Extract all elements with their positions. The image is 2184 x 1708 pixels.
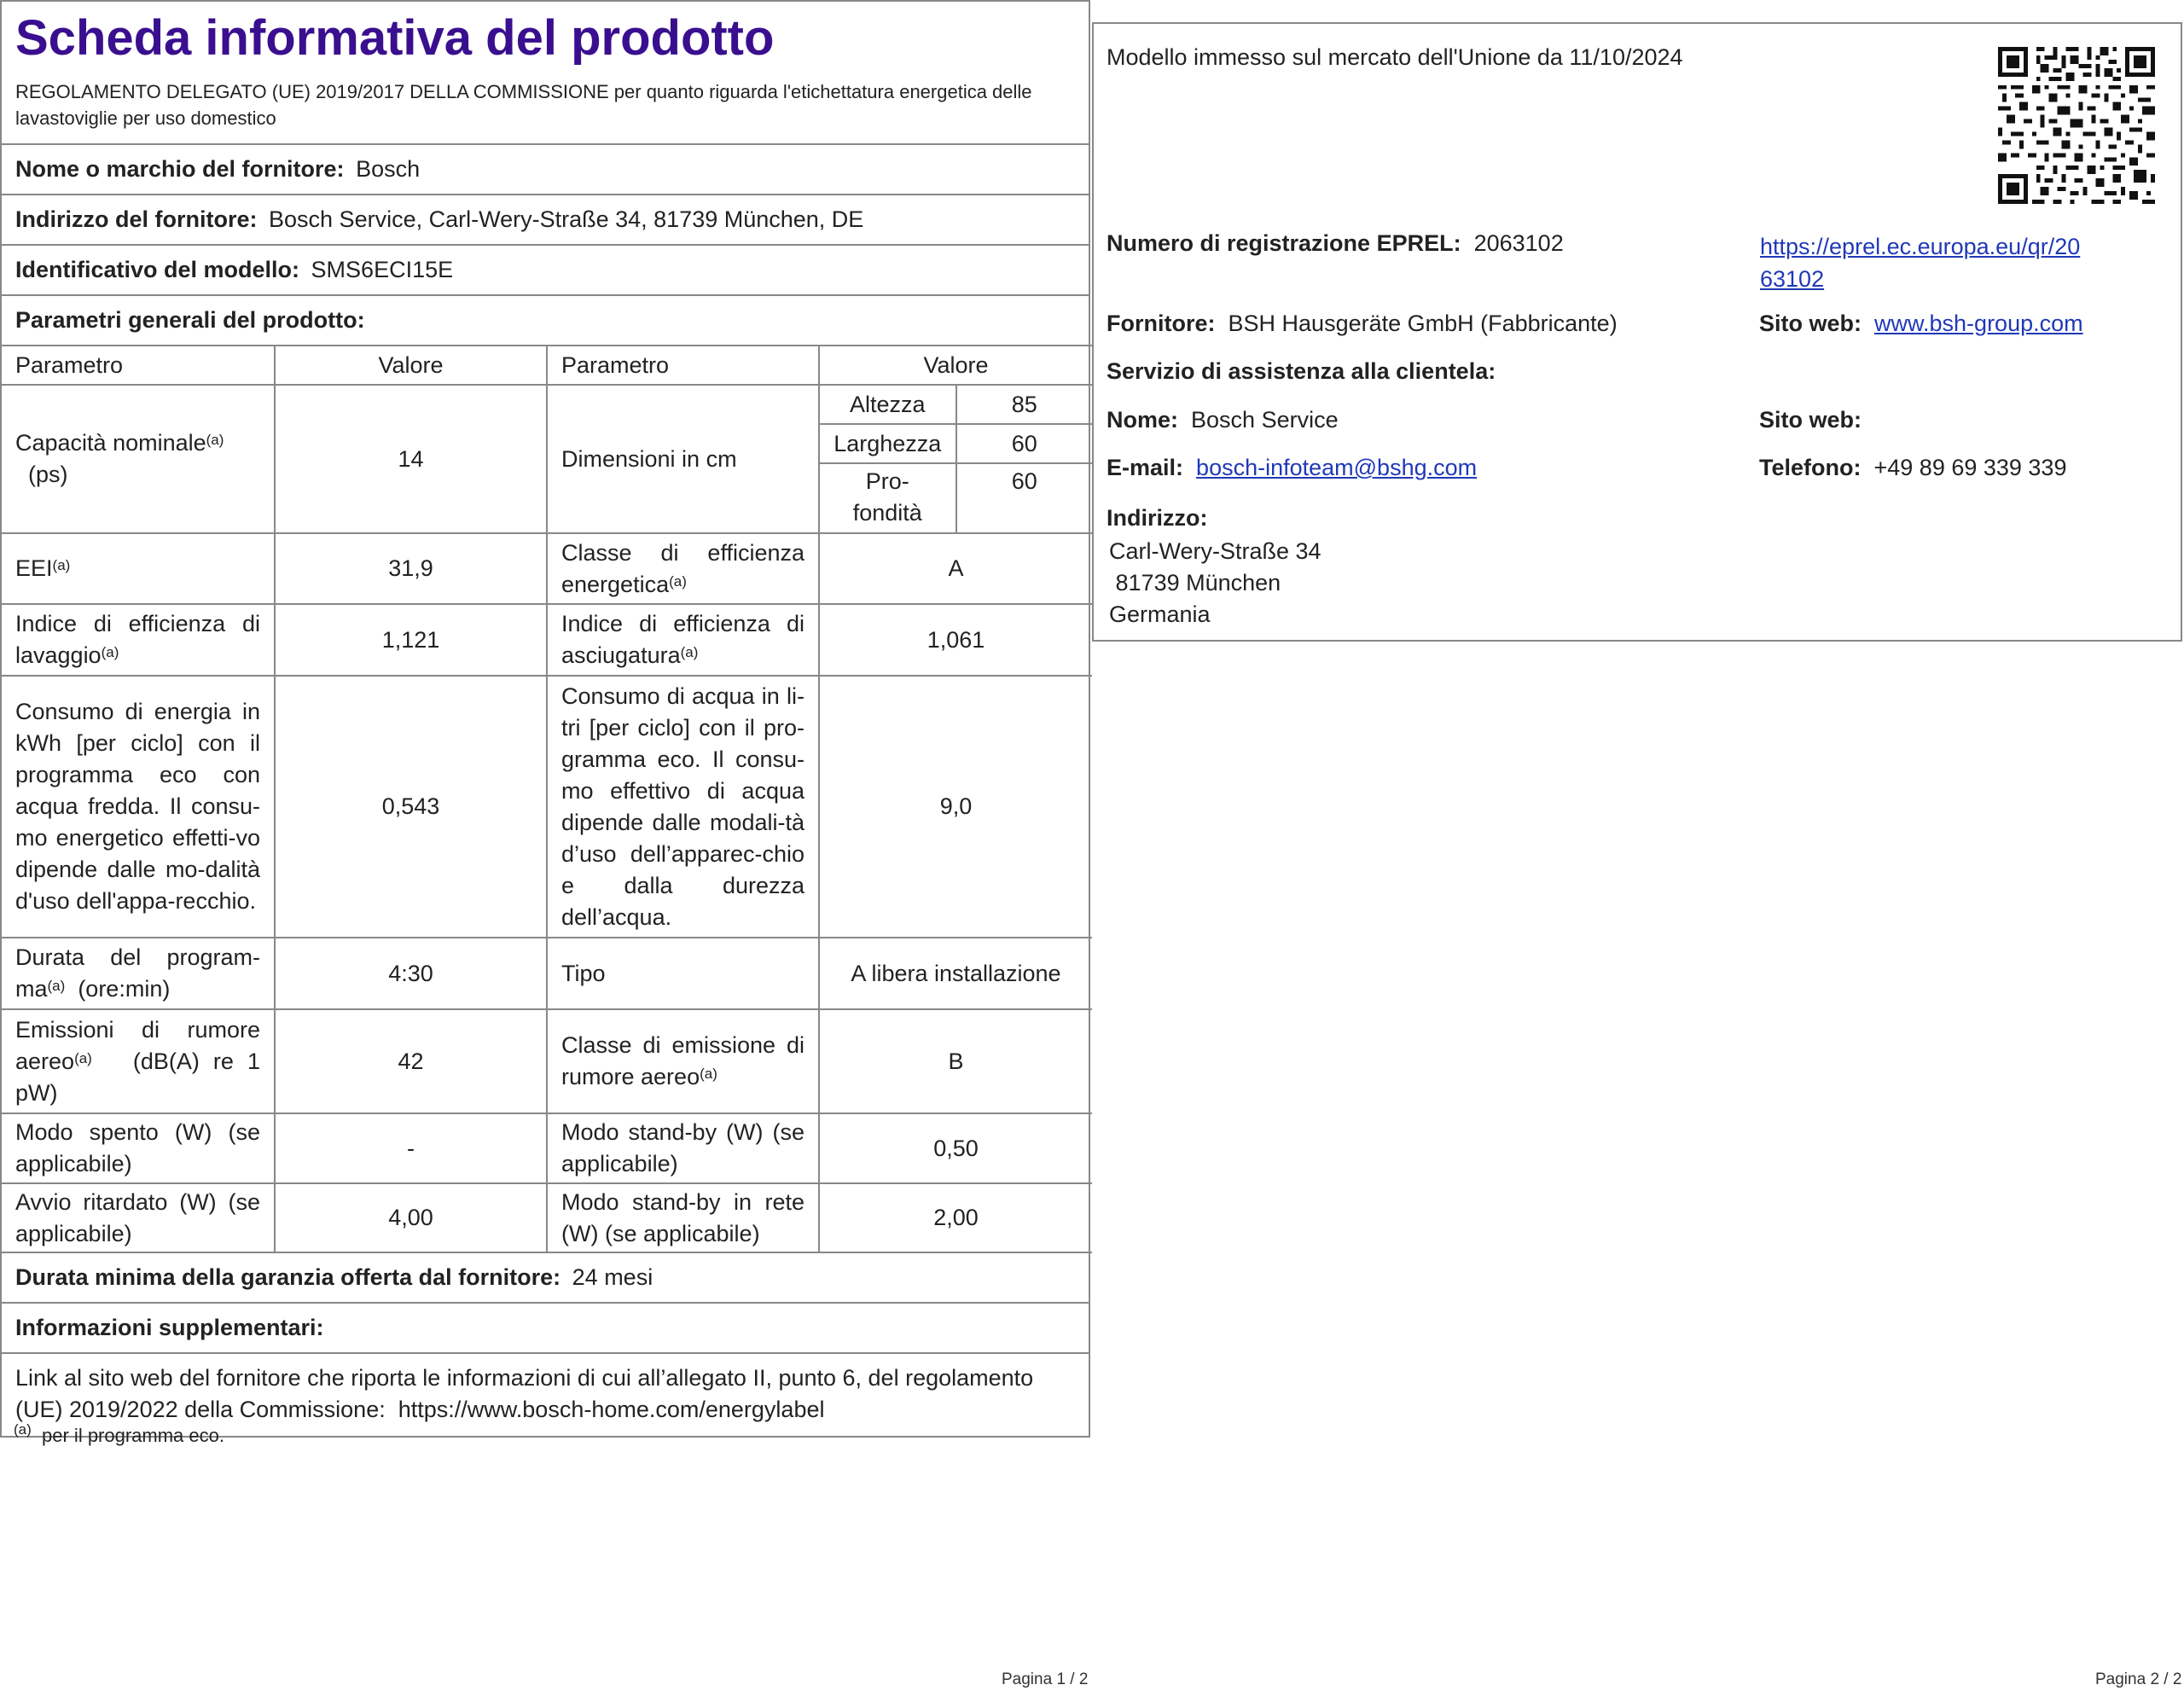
supplier-address-row: [2, 195, 1089, 246]
noise-value: 42: [275, 1009, 547, 1113]
dim-depth-label: Pro- fondità: [820, 463, 956, 532]
eprel-url-link-line2[interactable]: 63102: [1760, 266, 1825, 292]
dim-width-label: Larghezza: [820, 424, 956, 463]
footnote-marker: (a): [52, 557, 71, 573]
address-line2: 81739 München: [1115, 570, 1281, 595]
footnote: [14, 1421, 224, 1447]
water-consumption-value: 9,0: [819, 676, 1092, 938]
phone-row: [1759, 455, 2066, 481]
energy-class-value: A: [819, 533, 1092, 604]
header-value-1: Valore: [275, 346, 547, 385]
name-row: [1107, 407, 1339, 433]
header-parameter-1: Parametro: [2, 346, 275, 385]
supplier-address-value: Bosch Service, Carl-Wery-Straße 34, 81739 München, DE: [269, 206, 864, 232]
supplier-value: BSH Hausgeräte GmbH (Fabbricante): [1228, 311, 1618, 336]
website-row: [1759, 311, 2083, 337]
noise-label: Emissioni di rumore aereo: [15, 1016, 260, 1074]
footnote-marker: (a): [680, 644, 699, 660]
noise-class-label-cell: [547, 1009, 819, 1113]
dimensions-label: Dimensioni in cm: [547, 385, 819, 533]
table-row: [2, 385, 1092, 533]
duration-label-cell: [2, 938, 275, 1009]
noise-class-value: B: [819, 1009, 1092, 1113]
water-consumption-label: Consumo di acqua in li-tri [per ciclo] con il pro-gramma eco. Il consu-mo effettivo di acqua dipende dalle modali-tà d’uso dell’apparec-chio e dalla durezza dell’acqua.: [547, 676, 819, 938]
warranty-value: 24 mesi: [572, 1264, 653, 1290]
eei-label: EEI: [15, 555, 53, 581]
footnote-marker: (a): [669, 572, 687, 590]
eprel-number: 2063102: [1473, 230, 1564, 256]
model-id-value: SMS6ECI15E: [311, 257, 454, 282]
table-row: [2, 533, 1092, 604]
table-row: [2, 1009, 1092, 1113]
placed-on-market-text: Modello immesso sul mercato dell'Unione da 11/10/2024: [1107, 44, 1683, 70]
delay-start-value: 4,00: [275, 1183, 547, 1252]
eprel-url-link-line1[interactable]: https://eprel.ec.europa.eu/qr/20: [1760, 234, 2081, 259]
standby-value: 0,50: [819, 1113, 1092, 1183]
eprel-row: [1107, 230, 1564, 257]
regulation-text: REGOLAMENTO DELEGATO (UE) 2019/2017 DELLA COMMISSIONE per quanto riguarda l'etichettatura energetica delle lavastoviglie per uso domestico: [15, 81, 1032, 129]
dim-height-value: 85: [956, 386, 1093, 424]
noise-class-label: Classe di emissione di rumore aereo: [561, 1032, 804, 1089]
footnote-marker: (a): [74, 1049, 92, 1066]
capacity-value: 14: [275, 385, 547, 533]
footnote-marker: (a): [101, 644, 119, 660]
name-label: Nome:: [1107, 407, 1179, 433]
address-line1: Carl-Wery-Straße 34: [1109, 538, 1321, 564]
table-header-row: [2, 346, 1092, 385]
general-params-label: Parametri generali del prodotto:: [15, 307, 365, 333]
capacity-unit: (ps): [28, 462, 68, 487]
dry-index-label-cell: [547, 604, 819, 676]
noise-label-cell: [2, 1009, 275, 1113]
type-value: A libera installazione: [819, 938, 1092, 1009]
dimensions-cell: [819, 385, 1092, 533]
product-info-sheet: [0, 0, 1090, 1438]
capacity-label: Capacità nominale: [15, 430, 206, 456]
network-standby-value: 2,00: [819, 1183, 1092, 1252]
email-label: E-mail:: [1107, 455, 1184, 480]
duration-unit: (ore:min): [78, 976, 171, 1002]
capacity-label-cell: [2, 385, 275, 533]
eei-label-cell: [2, 533, 275, 604]
supplementary-row: [2, 1304, 1089, 1354]
title-box: [2, 2, 1089, 145]
footnote-marker: (a): [206, 432, 224, 448]
warranty-label: Durata minima della garanzia offerta dal fornitore:: [15, 1264, 561, 1290]
supplier-label: Fornitore:: [1107, 311, 1216, 336]
dim-depth-value: 60: [1011, 468, 1037, 494]
standby-label: Modo stand-by (W) (se applicabile): [547, 1113, 819, 1183]
network-standby-label: Modo stand-by in rete (W) (se applicabile): [547, 1183, 819, 1252]
supplier-name-row: [2, 145, 1089, 195]
energy-consumption-label: Consumo di energia in kWh [per ciclo] con il programma eco con acqua fredda. Il consu-mo energetico effetti-vo dipende dalle mo-dalità d'uso dell'appa-recchio.: [2, 676, 275, 938]
customer-service-row: [1107, 358, 1496, 385]
supplementary-label: Informazioni supplementari:: [15, 1315, 324, 1340]
footnote-marker: (a): [700, 1066, 717, 1082]
eprel-url: [1760, 230, 2080, 295]
energy-label-link-text: Link al sito web del fornitore che riporta le informazioni di cui all’allegato II, punto 6, del regolamento (UE) 2019/2022 della Commissione:: [15, 1365, 1034, 1422]
website-label: Sito web:: [1759, 311, 1862, 336]
supplier-row: [1107, 311, 1618, 337]
eprel-label: Numero di registrazione EPREL:: [1107, 230, 1461, 256]
website-link[interactable]: www.bsh-group.com: [1874, 311, 2083, 336]
energy-class-label-cell: [547, 533, 819, 604]
phone-value: +49 89 69 339 339: [1873, 455, 2067, 480]
page-number-1: Pagina 1 / 2: [1002, 1670, 1089, 1688]
qr-code-icon[interactable]: [1998, 47, 2155, 204]
eei-value: 31,9: [275, 533, 547, 604]
name-value: Bosch Service: [1191, 407, 1339, 433]
model-id-row: [2, 246, 1089, 296]
off-mode-value: -: [275, 1113, 547, 1183]
dimensions-table: [820, 386, 1092, 532]
energy-consumption-value: 0,543: [275, 676, 547, 938]
customer-service-label: Servizio di assistenza alla clientela:: [1107, 358, 1496, 384]
table-row: [2, 676, 1092, 938]
email-link[interactable]: bosch-infoteam@bshg.com: [1196, 455, 1478, 480]
table-row: [2, 604, 1092, 676]
wash-index-label: Indice di efficienza di lavaggio: [15, 611, 260, 668]
footnote-text: per il programma eco.: [42, 1425, 224, 1446]
type-label: Tipo: [547, 938, 819, 1009]
website2-row: [1759, 407, 1862, 433]
energy-label-link-url[interactable]: https://www.bosch-home.com/energylabel: [398, 1397, 825, 1422]
duration-label: Durata del program-ma: [15, 944, 260, 1002]
parameters-table: [2, 345, 1092, 1253]
table-row: [2, 938, 1092, 1009]
page-title: Scheda informativa del prodotto: [15, 10, 775, 66]
header-value-2: Valore: [819, 346, 1092, 385]
phone-label: Telefono:: [1759, 455, 1862, 480]
page-number-2: Pagina 2 / 2: [2095, 1670, 2182, 1688]
dim-height-label: Altezza: [820, 386, 956, 424]
address-label-row: [1107, 505, 1207, 532]
footnote-marker: (a): [47, 978, 66, 994]
dry-index-value: 1,061: [819, 604, 1092, 676]
address-label: Indirizzo:: [1107, 505, 1208, 531]
wash-index-label-cell: [2, 604, 275, 676]
delay-start-label: Avvio ritardato (W) (se applicabile): [2, 1183, 275, 1252]
general-params-row: [2, 296, 1089, 345]
header-parameter-2: Parametro: [547, 346, 819, 385]
duration-value: 4:30: [275, 938, 547, 1009]
supplier-name-value: Bosch: [356, 156, 421, 182]
table-row: [2, 1183, 1092, 1252]
footnote-marker: (a): [14, 1421, 32, 1438]
energy-class-label: Classe di efficienza energetica: [561, 539, 804, 597]
table-row: [2, 1113, 1092, 1183]
email-row: [1107, 455, 1477, 481]
website2-label: Sito web:: [1759, 407, 1862, 433]
address-line3: Germania: [1109, 601, 1211, 627]
wash-index-value: 1,121: [275, 604, 547, 676]
supplier-name-label: Nome o marchio del fornitore:: [15, 156, 345, 182]
address-block: [1109, 536, 1321, 630]
noise-unit: (dB(A) re 1 pW): [15, 1048, 260, 1106]
warranty-row: [2, 1253, 1089, 1304]
dim-width-value: 60: [956, 424, 1093, 463]
off-mode-label: Modo spento (W) (se applicabile): [2, 1113, 275, 1183]
supplier-address-label: Indirizzo del fornitore:: [15, 206, 258, 232]
model-id-label: Identificativo del modello:: [15, 257, 300, 282]
dry-index-label: Indice di efficienza di asciugatura: [561, 611, 804, 668]
energy-label-link-row: [2, 1354, 1089, 1436]
